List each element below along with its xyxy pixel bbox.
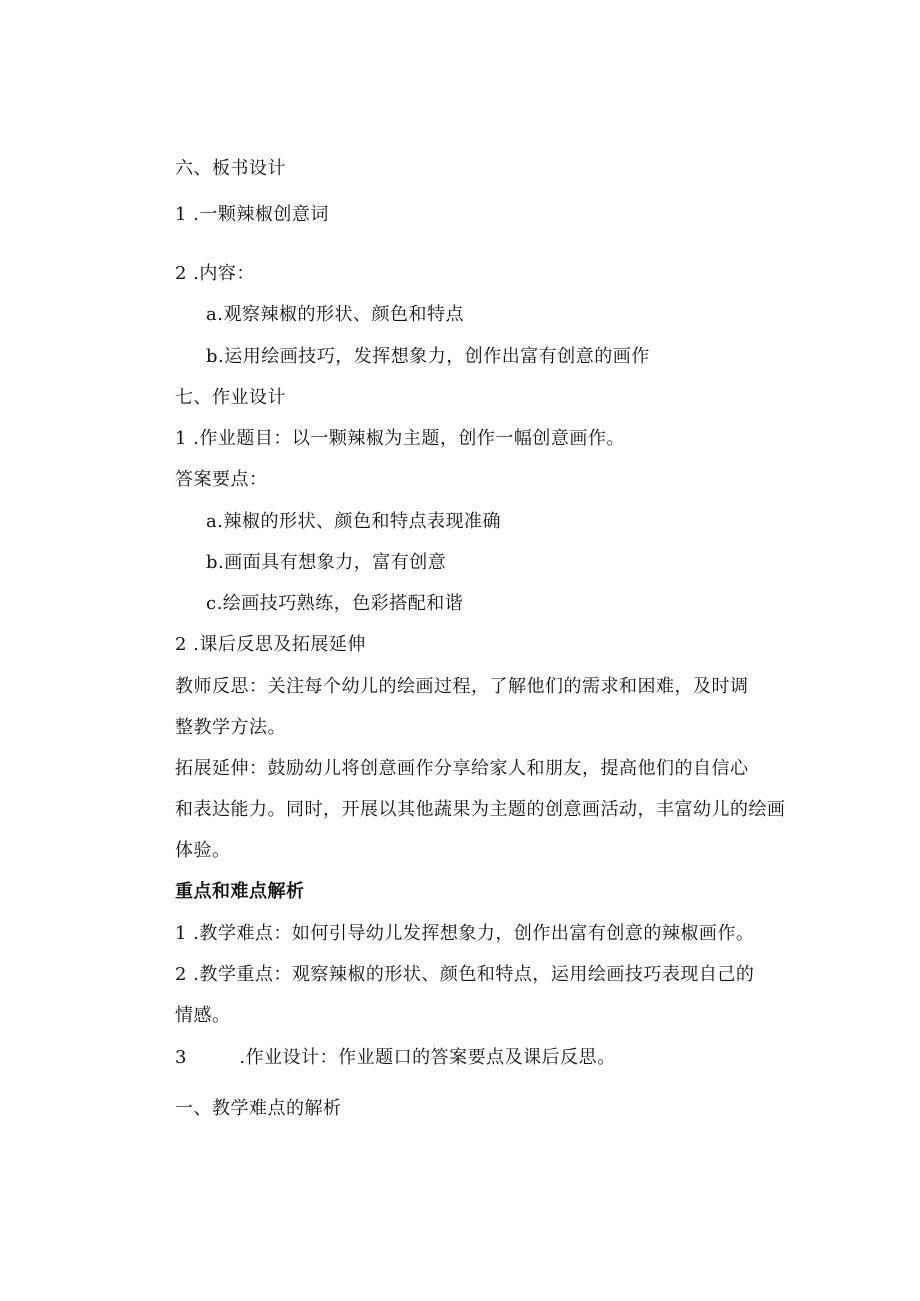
analysis-item-1: 1 .教学难点：如何引导幼儿发挥想象力，创作出富有创意的辣椒画作。 [175, 923, 755, 944]
extension-line-3: 体验。 [175, 840, 231, 861]
section-heading-analysis: 重点和难点解析 [175, 881, 305, 902]
answer-point-b: b.画面具有想象力，富有创意 [206, 552, 447, 573]
extension-line-2: 和表达能力。同时，开展以其他蔬果为主题的创意画活动，丰富幼儿的绘画 [175, 799, 786, 820]
section-heading-homework: 七、作业设计 [175, 387, 286, 408]
analysis-item-2-line-2: 情感。 [175, 1005, 231, 1026]
extension-line-1: 拓展延伸：鼓励幼儿将创意画作分享给家人和朋友，提高他们的自信心 [175, 758, 749, 779]
answer-point-c: c.绘画技巧熟练，色彩搭配和谐 [206, 593, 464, 614]
analysis-item-3-text: .作业设计：作业题口的答案要点及课后反思。 [239, 1047, 616, 1068]
answer-label: 答案要点： [175, 469, 268, 490]
board-item-2a: a.观察辣椒的形状、颜色和特点 [206, 304, 464, 325]
analysis-item-2-line-1: 2 .教学重点：观察辣椒的形状、颜色和特点，运用绘画技巧表现自己的 [175, 964, 755, 985]
teacher-reflection-line-1: 教师反思：关注每个幼儿的绘画过程，了解他们的需求和困难，及时调 [175, 676, 749, 697]
board-item-1: 1 .一颗辣椒创意词 [175, 204, 329, 225]
homework-item-1: 1 .作业题目：以一颗辣椒为主题，创作一幅创意画作。 [175, 428, 625, 449]
analysis-item-3 [175, 1046, 616, 1070]
board-item-2: 2 .内容： [175, 263, 255, 284]
homework-item-2: 2 .课后反思及拓展延伸 [175, 634, 366, 655]
board-item-2b: b.运用绘画技巧，发挥想象力，创作出富有创意的画作 [206, 346, 650, 367]
section-heading-difficulty-analysis: 一、教学难点的解析 [175, 1098, 342, 1119]
analysis-item-3-number: 3 [175, 1047, 187, 1068]
answer-point-a: a.辣椒的形状、颜色和特点表现准确 [206, 511, 501, 532]
teacher-reflection-line-2: 整教学方法。 [175, 717, 286, 738]
section-heading-board-design: 六、板书设计 [175, 158, 286, 179]
